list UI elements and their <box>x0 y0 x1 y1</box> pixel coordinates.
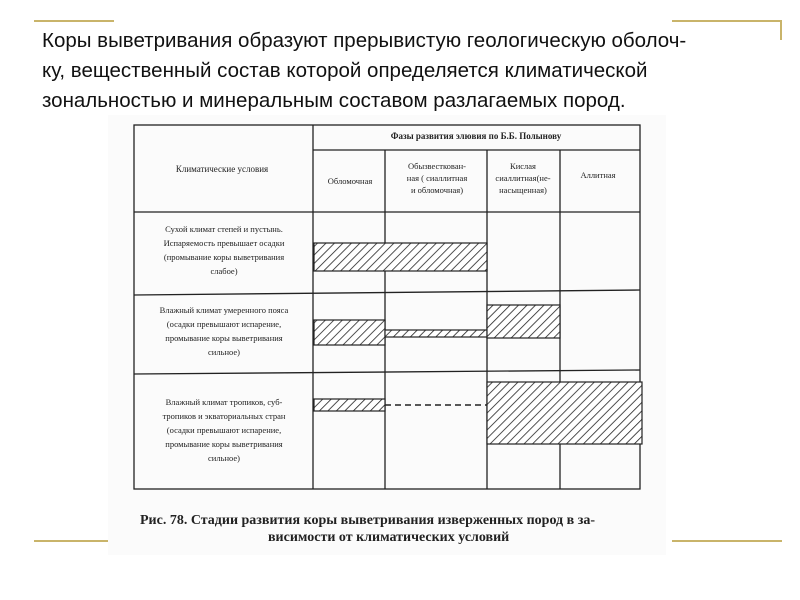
phase-header-acid-line-1: Кислая <box>510 161 536 171</box>
phase-header-acid-line-2: сиаллитная(не- <box>495 173 551 183</box>
phase-header-calcified-line-3: и обломочная) <box>410 185 464 195</box>
row-tropical-line-1: Влажный климат тропиков, суб- <box>165 397 283 407</box>
phase-header-calcified-line-2: ная ( сиаллитная <box>406 173 468 183</box>
caption-line-2: висимости от климатических условий <box>268 530 510 545</box>
phase-header-allitic: Аллитная <box>580 170 616 180</box>
row-tropical-line-3: (осадки превышают испарение, <box>166 425 282 435</box>
row-dry-line-2: Испаряемость превышает осадки <box>163 238 285 248</box>
band-dry-climate <box>314 243 487 271</box>
phase-header-acid-siallitic <box>495 161 550 195</box>
row-temperate-line-2: (осадки превышают испарение, <box>166 319 282 329</box>
band-tropical-allitic <box>487 382 642 444</box>
band-temperate-acid-siallitic <box>487 305 560 338</box>
row-label-temperate <box>160 305 289 357</box>
heading-line-2: ку, вещественный состав которой определяется климатической <box>42 59 648 82</box>
band-tropical-clastic <box>314 399 385 411</box>
row-label-dry <box>164 224 285 276</box>
phase-header-acid-line-3: насыщенная) <box>499 185 547 195</box>
phase-bands <box>314 243 642 444</box>
table-row-header: Климатические условия <box>175 164 269 174</box>
grid-row-divider-1 <box>134 290 640 295</box>
row-temperate-line-4: сильное) <box>208 347 240 357</box>
phase-header-calcified <box>407 161 468 195</box>
row-label-tropical <box>163 397 286 463</box>
heading-line-1: Коры выветривания образуют прерывистую геологическую оболоч- <box>42 29 687 52</box>
row-tropical-line-2: тропиков и экваториальных стран <box>162 411 286 421</box>
phase-header-calcified-line-1: Обызвесткован- <box>408 161 466 171</box>
heading-line-3: зональностью и минеральным составом разлагаемых пород. <box>42 89 626 112</box>
row-tropical-line-4: промывание коры выветривания <box>165 439 283 449</box>
band-temperate-calcified <box>385 330 487 337</box>
caption-line-1: Рис. 78. Стадии развития коры выветривания изверженных пород в за- <box>140 513 595 528</box>
phase-header-clastic: Обломочная <box>327 176 373 186</box>
table-main-header: Фазы развития элювия по Б.Б. Полынову <box>390 131 562 141</box>
band-temperate-clastic <box>314 320 385 345</box>
row-temperate-line-1: Влажный климат умеренного пояса <box>159 305 289 315</box>
row-dry-line-1: Сухой климат степей и пустынь. <box>165 224 283 234</box>
row-dry-line-4: слабое) <box>210 266 238 276</box>
row-temperate-line-3: промывание коры выветривания <box>165 333 283 343</box>
figure-caption <box>140 512 660 546</box>
grid-row-divider-2 <box>134 370 640 374</box>
row-dry-line-3: (промывание коры выветривания <box>163 252 285 262</box>
row-tropical-line-5: сильное) <box>208 453 240 463</box>
